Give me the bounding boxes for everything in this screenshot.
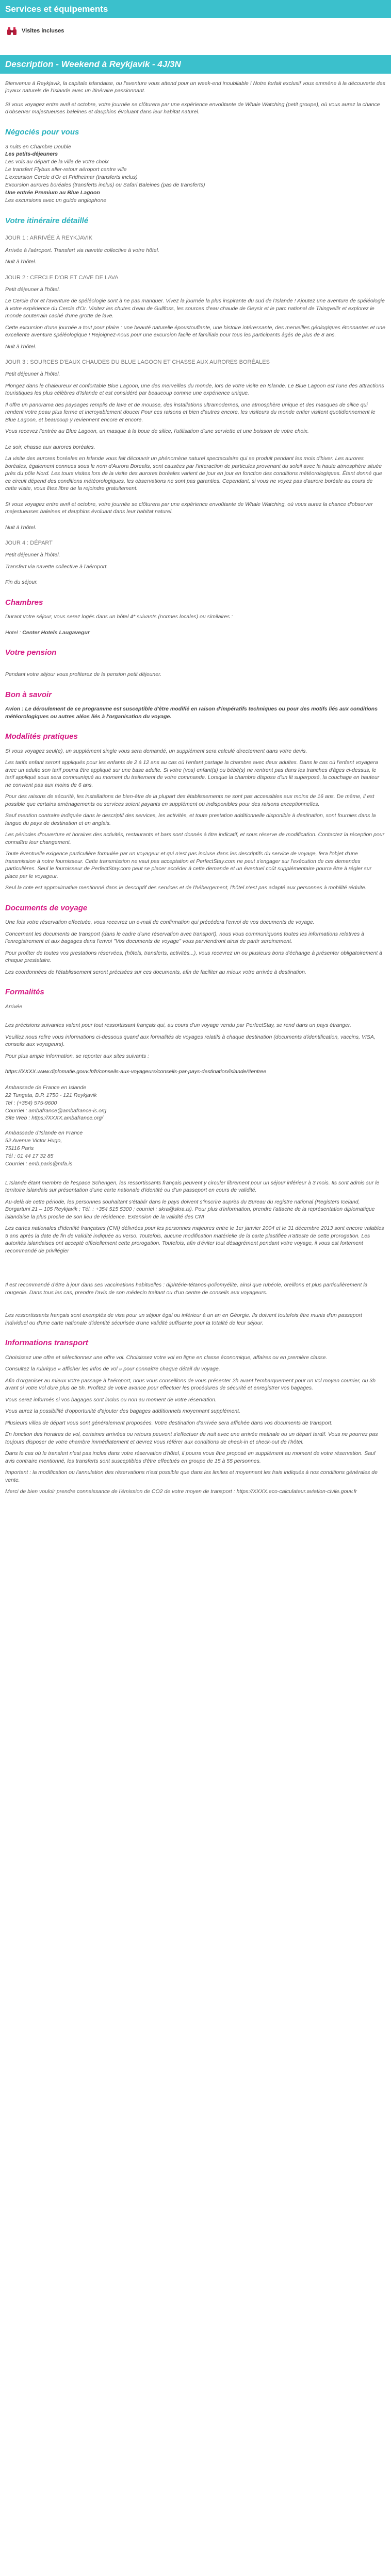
list-item: 52 Avenue Victor Hugo, [5,1138,62,1144]
day-1-text: Arrivée à l'aéroport. Transfert via navette collective à votre hôtel. [5,247,159,253]
day-3-nuit: Nuit à l'hôtel. [5,524,37,531]
description-title: Description - Weekend à Reykjavik - 4J/3N [5,59,181,70]
bon-savoir-title: Bon à savoir [5,690,52,699]
day-3-text-6: Si vous voyagez entre avril et octobre, votre journée se clôturera par une expérience envoûtante de Whale Watching, où vous aurez la chance d'observer majestueuses baleines et dauphins évoluant dans leur habitat naturel. [5,501,373,515]
list-item: Ambassade d'Islande en France [5,1130,83,1137]
formalites-para: Il est recommandé d'être à jour dans ses vaccinations habituelles : diphtérie-tétanos-poliomyélite, ainsi que rubéole, oreillons et plus particulièrement la rougeole. Dans tous les cas, prendre l'avis de son médecin traitant ou d'un centre de conseils aux voyageurs. [5,1282,368,1296]
day-3-text-2: Il offre un panorama des paysages remplis de lave et de mousse, des installations ultramodernes, une atmosphère unique et des masques de silice qui rendent votre peau plus ferme et incroyablement douce! Pour ces raisons et bien d'autres encore, les visiteurs du monde entier visitent quotidiennement le Blue Lagoon, et beaucoup y reviennent encore et encore. [5,401,376,423]
day-4-title: JOUR 4 : DÉPART [5,540,53,547]
fin-sejour: Fin du séjour. [5,579,38,586]
list-item: 22 Tungata, B.P. 1750 - 121 Reykjavik [5,1092,97,1098]
chambres-hotel [5,629,386,636]
pension-text: Pendant votre séjour vous profiterez de la pension petit déjeuner. [5,671,162,678]
bon-savoir-text: Avion : Le déroulement de ce programme est susceptible d'être modifié en raison d'impératifs techniques ou pour des motifs liés aux conditions météorologiques ou autres aléas liés à l'organisation du voyage. [5,706,378,720]
day-2-pdj: Petit déjeuner à l'hôtel. [5,286,60,293]
binoculars-icon [6,25,18,37]
formalites-para: Les ressortissants français sont exemptés de visa pour un séjour égal ou inférieur à un an en Géorgie. Ils doivent toutefois être munis d'un passeport individuel ou d'une carte nationale d'identité sécurisée d'une validité suffisante pour la totalité de leur séjour. [5,1312,362,1326]
pension-title: Votre pension [5,648,57,657]
list-item: 75116 Paris [5,1145,34,1152]
list-item: Les excursions avec un guide anglophone [5,197,107,204]
day-4-text: Transfert via navette collective à l'aéroport. [5,563,108,570]
transport-para: Afin d'organiser au mieux votre passage à l'aéroport, nous vous conseillons de vous présenter 2h avant l'embarquement pour un vol moyen courrier, ou 3h avant si votre vol dure plus de 5h. Profitez de votre avance pour effectuer les procédures de sécurité et enregistrer vos bagages. [5,1377,376,1392]
day-3-text-3: Vous recevez l'entrée au Blue Lagoon, un masque à la boue de silice, l'utilisation d'une serviette et une boisson de votre choix. [5,428,309,435]
negocies-title: Négociés pour vous [5,127,79,137]
list-item-bold: Les petits-déjeuners [5,151,58,158]
day-3-text-1: Plongez dans le chaleureux et confortable Blue Lagoon, une des merveilles du monde, lors de votre visite en Islande. Le Blue Lagoon est l'une des attractions touristiques les plus célèbres d'Islande et est considéré par beaucoup comme une expérience unique. [5,382,384,397]
list-item-bold: Une entrée Premium au Blue Lagoon [5,189,100,196]
documents-para: Pour profiter de toutes vos prestations réservées, (hôtels, transferts, activités...), vous recevrez un ou plusieurs bons d'échange à présenter obligatoirement à chaque prestataire. [5,950,382,964]
list-item: 3 nuits en Chambre Double [5,143,71,150]
chambres-text: Durant votre séjour, vous serez logés dans un hôtel 4* suivants (normes locales) ou similaires : [5,614,233,620]
formalites-para: Veuillez nous relire vous informations ci-dessous quand aux formalités de voyages relatifs à chaque destination (documents d'identification, vaccins, VISA, conseils aux voyageurs). [5,1033,376,1048]
documents-para: Concernant les documents de transport (dans le cadre d'une réservation avec transport), nous vous communiquons toutes les informations relatives à l'enregistrement et aux bagages dans l'envoi "Vos documents de voyage" vous parviendront ainsi de partir sereinement. [5,930,364,945]
day-1-title: JOUR 1 : ARRIVÉE À REYKJAVIK [5,235,93,242]
negocies-list [5,143,386,205]
documents-title: Documents de voyage [5,903,88,912]
description-bar [0,55,391,73]
list-item: Le transfert Flybus aller-retour aéroport centre ville [5,166,127,173]
visites-row [5,18,386,44]
hotel-name: Center Hotels Laugavegur [22,629,90,636]
list-item: Courriel : emb.paris@mfa.is [5,1160,73,1167]
list-item: Tél : 01 44 17 32 85 [5,1153,54,1160]
transport-para: Vous serez informés si vos bagages sont inclus ou non au moment de votre réservation. [5,1396,217,1403]
formalites-subtitle: Arrivée [5,1003,23,1010]
formalites-para: Les précisions suivantes valent pour tout ressortissant français qui, au cours d'un voyage vendu par PerfectStay, se rend dans un pays étranger. [5,1022,351,1029]
hotel-prefix: Hotel : [5,629,23,636]
list-item [5,189,386,197]
list-item: Ambassade de France en Islande [5,1084,87,1091]
modalites-para: Sauf mention contraire indiquée dans le descriptif des services, les activités, et toute prestation additionnelle disponible à destination, sont fournies dans la langue du pays de destination et en anglais. [5,812,376,826]
formalites-link[interactable]: https://XXXX.www.diplomatie.gouv.fr/fr/conseils-aux-voyageurs/conseils-par-pays-destination/islande/#entree [5,1069,267,1075]
day-2-text-2: Cette excursion d'une journée a tout pour plaire : une beauté naturelle époustouflante, une histoire intéressante, des merveilles géologiques étonnantes et une excellente aventure spéléologique ! Rejoignez-nous pour une excursion facile et familiale pour tous les participants âgés de plus de 8 ans. [5,324,385,338]
day-3-pdj: Petit déjeuner à l'hôtel. [5,371,60,378]
formalites-para: L'Islande étant membre de l'espace Schengen, les ressortissants français peuvent y circuler librement pour un séjour inférieur à 3 mois. Ils sont admis sur le territoire islandais sur présentation d'une carte nationale d'identité ou d'un passeport en cours de validité. [5,1179,380,1194]
formalites-para: Les cartes nationales d'identité françaises (CNI) délivrées pour les personnes majeures entre le 1er janvier 2004 et le 31 décembre 2013 sont encore valables 5 ans après la date de fin de validité indiquée au verso. Toutefois, aucune modification matérielle de la carte plastifiée n'atteste de cette prorogation. Les autorités islandaises ont accepté officiellement cette prorogation. Toutefois, afin d'éviter tout désagrément pendant votre voyage, il vous est fortement recommandé de privilégier [5,1225,384,1254]
transport-para: Consultez la rubrique « afficher les infos de vol » pour connaître chaque détail du voyage. [5,1366,220,1372]
day-2-nuit: Nuit à l'hôtel. [5,343,37,350]
services-title: Services et équipements [5,4,108,14]
transport-para: Merci de bien vouloir prendre connaissance de l'émission de CO2 de votre moyen de transport : https://XXXX.eco-calculateur.aviation-civile.gouv.fr [5,1488,357,1495]
day-3-text-4: Le soir, chasse aux aurores boréales. [5,444,95,450]
day-1-nuit: Nuit à l'hôtel. [5,259,37,265]
day-3-title: JOUR 3 : SOURCES D'EAUX CHAUDES DU BLUE LAGOON ET CHASSE AUX AURORES BORÉALES [5,359,270,366]
chambres-title: Chambres [5,598,43,607]
day-4-pdj: Petit déjeuner à l'hôtel. [5,552,60,558]
transport-para: Plusieurs villes de départ vous sont généralement proposées. Votre destination d'arrivée sera affichée dans vos documents de transport. [5,1419,333,1426]
transport-para: En fonction des horaires de vol, certaines arrivées ou retours peuvent s'effectuer de nuit avec une arrivée matinale ou un départ tardif. Vous ne pourrez pas toujours disposer de votre chambre immédiatement et devrez vous référer aux conditions de check-in et check-out de l'hôtel. [5,1431,378,1445]
formalites-para: Au-delà de cette période, les personnes souhaitant s'établir dans le pays doivent s'inscrire auprès du Bureau du registre national (Registers Iceland, Borgartuni 21 – 105 Reykjavik ; Tél. : +354 515 5300 ; courriel : skra@skra.is). Pour plus d'information, prendre l'attache de la représentation diplomatique islandaise la plus proche de son lieu de résidence. Extension de la validité des CNI [5,1198,375,1220]
modalites-para: Seul la cote est approximative mentionné dans le descriptif des services et de l'hébergement, l'hôtel n'est pas adapté aux personnes à mobilité réduite. [5,885,367,891]
modalites-title: Modalités pratiques [5,732,78,741]
documents-para: Une fois votre réservation effectuée, vous recevrez un e-mail de confirmation qui précédera l'envoi de vos documents de voyage. [5,919,315,926]
intro-paragraph-2: Si vous voyagez entre avril et octobre, votre journée se clôturera par une expérience envoûtante de Whale Watching (petit groupe), où vous aurez la chance d'observer majestueuses baleines et dauphins évoluant dans leur habitat naturel. [5,101,380,115]
formalites-para: Pour plus ample information, se reporter aux sites suivants : [5,1053,149,1059]
list-item: Site Web : https://XXXX.ambafrance.org/ [5,1115,104,1122]
list-item: Les vols au départ de la ville de votre choix [5,159,109,165]
transport-para: Choisissez une offre et sélectionnez une offre vol. Choisissez votre vol en ligne en classe économique, affaires ou en première classe. [5,1354,328,1361]
documents-para: Les coordonnées de l'établissement seront précisées sur ces documents, afin de faciliter au mieux votre arrivée à destination. [5,969,306,975]
list-item: Excursion aurores boréales (transferts inclus) ou Safari Baleines (pas de transferts) [5,182,205,189]
transport-para: Dans le cas où le transfert n'est pas inclus dans votre réservation d'hôtel, il pourra vous être proposé en supplément au moment de votre réservation. Sauf avis contraire mentionné, les transferts sont susceptibles d'être effectués en groupe de 15 à 55 personnes. [5,1450,376,1464]
day-2-text-1: Le Cercle d'or et l'aventure de spéléologie sont à ne pas manquer. Vivez la journée la plus inspirante du sud de l'Islande ! Ajoutez une aventure de spéléologie à votre expérience du Cercle d'Or. Visitez les chutes d'eau de Gullfoss, les sources d'eau chaude de Geysir et le parc national de Thingvellir et explorez le monde souterrain caché d'une grotte de lave. [5,298,385,319]
list-item [5,150,386,158]
transport-title: Informations transport [5,1338,88,1348]
modalites-para: Pour des raisons de sécurité, les installations de bien-être de la plupart des établissements ne sont pas accessibles aux moins de 16 ans. De même, il est possible que certains aménagements ou services soient payants en supplément ou indisponibles pour des raisons exceptionnelles. [5,793,374,807]
transport-para: Important : la modification ou l'annulation des réservations n'est possible que dans les limites et moyennant les frais indiqués à nos conditions générales de vente. [5,1469,378,1483]
ambassade-islande [5,1084,386,1123]
list-item: Tel : (+354) 575-9600 [5,1099,57,1106]
list-item: Courriel : ambafrance@ambafrance-is.org [5,1107,107,1114]
day-2-title: JOUR 2 : CERCLE D'OR ET CAVE DE LAVA [5,274,119,281]
modalites-para: Toute éventuelle exigence particulière formulée par un voyageur et qui n'est pas incluse dans les descriptifs du service de voyage, fera l'objet d'une transmission à notre fournisseur. Cette transmission ne vaut pas acceptation et PerfectStay.com ne peut s'engager sur l'exécution de ces demandes particulières. Seul le fournisseur de PerfectStay.com peut se placer accéder à cette demande et un éventuel coût supplémentaire pourra être à régler sur place par le voyageur. [5,851,372,879]
ambassade-france [5,1129,386,1168]
day-3-text-5: La visite des aurores boréales en Islande vous fait découvrir un phénomène naturel spectaculaire qui se produit pendant les mois d'hiver. Les aurores boréales, également connues sous le nom d'Aurora Borealis, sont causées par l'interaction de particules provenant du soleil avec la haute atmosphère située près du pôle Nord. Les tours visites lors de la visite des aurores boréales varient de jour en jour en fonction des conditions météorologiques. Étant donné que ce circuit dépend des conditions météorologiques, les observations ne sont pas garanties. Cependant, si vous ne voyez pas d'aurore boréale au cours de cette visite, vous êtes libre de la rejoindre gratuitement. [5,455,382,492]
modalites-para: Si vous voyagez seul(e), un supplément single vous sera demandé, un supplément sera calculé directement dans votre devis. [5,748,307,754]
transport-para: Vous aurez la possibilité d'opportunité d'ajouter des bagages additionnels moyennant supplément. [5,1408,241,1415]
formalites-title: Formalités [5,988,44,997]
modalites-para: Les périodes d'ouverture et horaires des activités, restaurants et bars sont donnés à titre indicatif, et sous réserve de modification. Contactez la réception pour connaître leur changement. [5,832,385,845]
modalites-para: Les tarifs enfant seront appliqués pour les enfants de 2 à 12 ans au cas où l'enfant partage la chambre avec deux adultes. Dans le cas où l'enfant voyagera avec un adulte son tarif pourra être appliqué sur une base adulte. Si votre (vos) enfant(s) ou bébé(s) ne rentrent pas dans les tranches d'âges ci-dessus, le tarif appliqué sous sera communiqué au moment du traitement de votre commande. Lorsque la chambre dispose d'un lit superposé, la couchage en hauteur ne convient pas aux moins de 6 ans. [5,759,380,788]
itineraire-title: Votre itinéraire détaillé [5,216,89,225]
list-item: L'excursion Cercle d'Or et Fridheimar (transferts inclus) [5,174,138,181]
intro-paragraph-1: Bienvenue à Reykjavik, la capitale islandaise, ou l'aventure vous attend pour un week-end inoubliable ! Notre forfait exclusif vous emmène à la découverte des joyaux naturels de l'Islande avec un itinéraire passionnant. [5,80,385,94]
services-header [0,0,391,18]
visites-label: Visites incluses [22,27,64,34]
